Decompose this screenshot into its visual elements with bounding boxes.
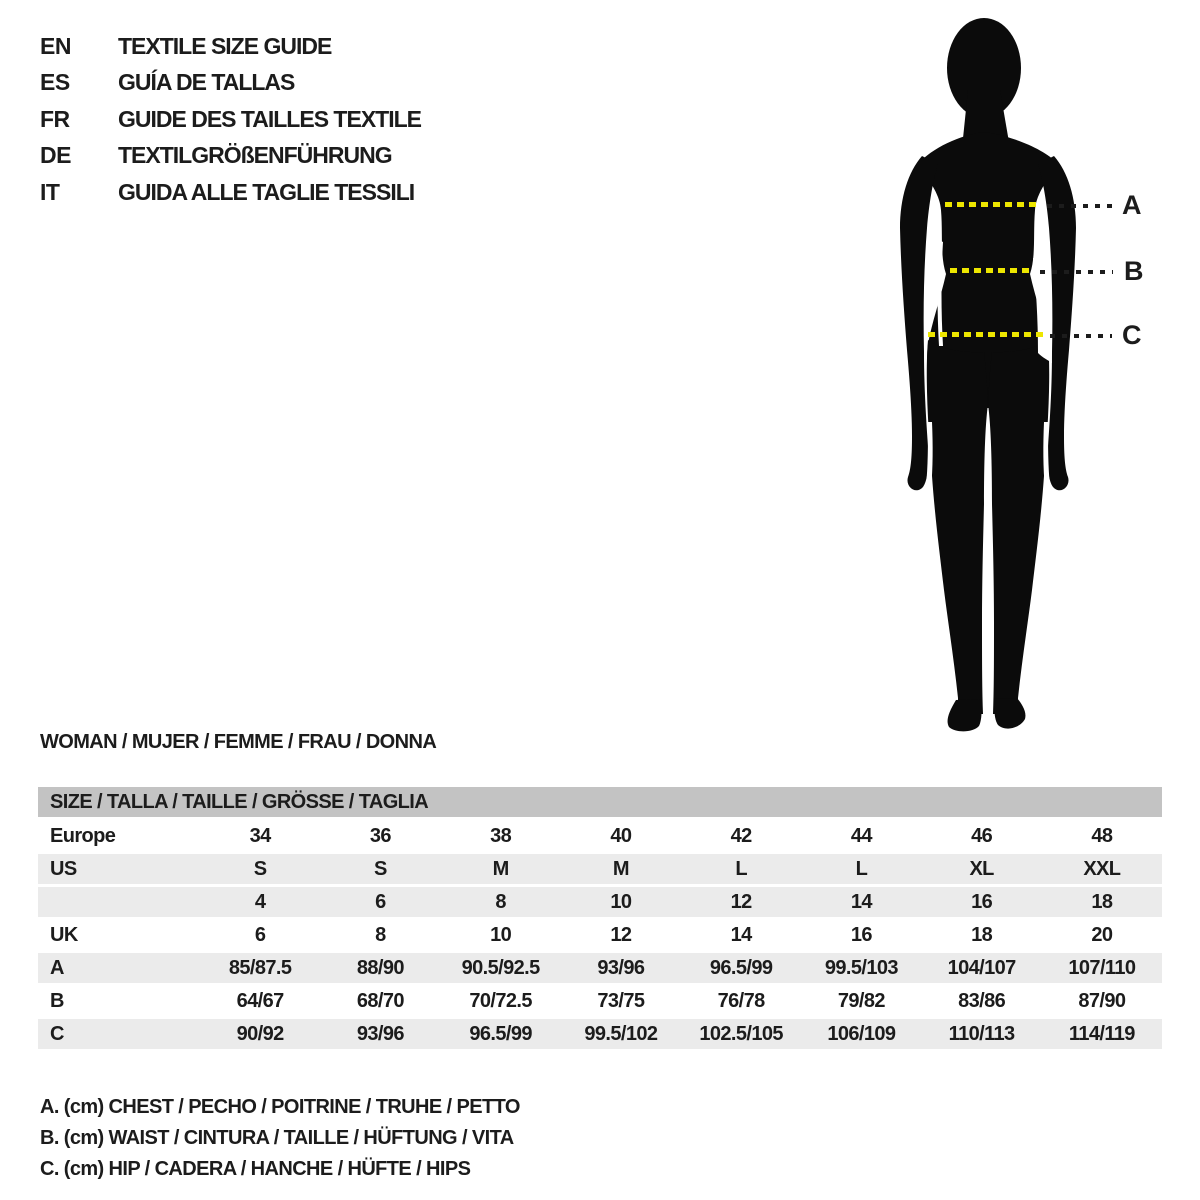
row-label: Europe — [50, 824, 116, 847]
size-cell: 36 — [369, 824, 391, 847]
size-cell: 90/92 — [236, 1022, 284, 1045]
size-cell: 96.5/99 — [709, 956, 773, 979]
marker-label-a: A — [1122, 190, 1142, 220]
language-row — [40, 65, 421, 102]
legend-item: C. (cm) HIP / CADERA / HANCHE / HÜFTE / HIPS — [40, 1158, 471, 1180]
size-cell: 64/67 — [236, 989, 284, 1012]
size-cell: 110/113 — [948, 1022, 1015, 1045]
size-cell: 88/90 — [356, 956, 404, 979]
woman-silhouette-figure — [880, 8, 1200, 748]
size-cell: 83/86 — [958, 989, 1006, 1012]
size-cell: 85/87.5 — [228, 956, 292, 979]
legend-item: B. (cm) WAIST / CINTURA / TAILLE / HÜFTUNG / VITA — [40, 1127, 514, 1149]
size-cell: 14 — [730, 923, 752, 946]
size-cell: 8 — [495, 890, 506, 913]
row-label: C — [50, 1022, 64, 1045]
size-cell: 93/96 — [597, 956, 645, 979]
size-cell: L — [855, 857, 868, 880]
language-row — [40, 138, 421, 175]
size-cell: 68/70 — [356, 989, 404, 1012]
size-cell: 20 — [1091, 923, 1113, 946]
size-cell: 107/110 — [1068, 956, 1136, 979]
size-cell: 70/72.5 — [469, 989, 532, 1012]
size-cell: M — [492, 857, 509, 880]
table-row — [38, 1019, 1162, 1052]
size-cell: 87/90 — [1078, 989, 1126, 1012]
size-cell: 12 — [730, 890, 752, 913]
size-cell: 104/107 — [947, 956, 1016, 979]
language-title: GUÍA DE TALLAS — [118, 69, 295, 96]
language-code: IT — [40, 178, 60, 205]
size-cell: 12 — [610, 923, 632, 946]
size-cell: 99.5/102 — [584, 1022, 658, 1045]
size-cell: 34 — [249, 824, 271, 847]
size-cell: 48 — [1091, 824, 1113, 847]
waist-measure-line — [950, 268, 1033, 273]
size-cell: 40 — [610, 824, 632, 847]
size-cell: 16 — [971, 890, 993, 913]
size-cell: XL — [969, 857, 994, 880]
language-code: ES — [40, 69, 70, 96]
size-cell: 6 — [375, 890, 386, 913]
language-title: GUIDA ALLE TAGLIE TESSILI — [118, 178, 415, 205]
language-code: DE — [40, 142, 71, 169]
size-cell: 8 — [375, 923, 386, 946]
size-cell: 76/78 — [717, 989, 765, 1012]
table-row — [38, 986, 1162, 1019]
language-title-list — [40, 28, 421, 211]
size-cell: 18 — [1091, 890, 1113, 913]
language-code: FR — [40, 105, 70, 132]
size-cell: L — [735, 857, 747, 880]
size-cell: 6 — [254, 923, 266, 946]
woman-silhouette-icon — [880, 8, 1096, 738]
row-label: UK — [50, 923, 78, 946]
size-cell: M — [612, 857, 629, 880]
size-cell: 99.5/103 — [824, 956, 898, 979]
size-cell: 10 — [610, 890, 632, 913]
row-label: A — [50, 956, 64, 979]
language-row — [40, 28, 421, 65]
size-cell: S — [374, 857, 387, 880]
row-label: B — [50, 989, 64, 1012]
size-cell: 102.5/105 — [699, 1022, 783, 1045]
size-cell: 96.5/99 — [469, 1022, 532, 1045]
legend-item: A. (cm) CHEST / PECHO / POITRINE / TRUHE / PETTO — [40, 1096, 520, 1118]
size-table-body — [38, 821, 1162, 1052]
table-row — [38, 887, 1162, 920]
size-cell: 4 — [254, 890, 266, 913]
size-cell: 46 — [971, 824, 993, 847]
row-label: US — [50, 857, 77, 880]
hip-pointer-line — [1050, 334, 1112, 338]
chest-pointer-line — [1047, 204, 1113, 208]
language-row — [40, 101, 421, 138]
language-title: TEXTILGRÖßENFÜHRUNG — [118, 142, 392, 169]
language-title: TEXTILE SIZE GUIDE — [118, 32, 332, 59]
language-title: GUIDE DES TAILLES TEXTILE — [118, 105, 421, 132]
marker-label-b: B — [1124, 256, 1144, 286]
size-cell: 114/119 — [1068, 1022, 1135, 1045]
size-cell: 73/75 — [597, 989, 645, 1012]
size-cell: 16 — [850, 923, 872, 946]
size-cell: 42 — [730, 824, 752, 847]
waist-pointer-line — [1040, 270, 1113, 274]
size-cell: 18 — [971, 923, 993, 946]
size-cell: 44 — [850, 824, 872, 847]
language-row — [40, 174, 421, 211]
size-table — [38, 787, 1162, 1052]
chest-measure-line — [945, 202, 1041, 207]
size-cell: 79/82 — [837, 989, 885, 1012]
table-row — [38, 953, 1162, 986]
language-code: EN — [40, 32, 71, 59]
size-cell: XXL — [1083, 857, 1121, 880]
table-row — [38, 854, 1162, 887]
table-row — [38, 920, 1162, 953]
marker-label-c: C — [1122, 320, 1142, 350]
size-table-header: SIZE / TALLA / TAILLE / GRÖSSE / TAGLIA — [38, 787, 1162, 817]
measurement-legend — [40, 1092, 520, 1185]
size-cell: 38 — [490, 824, 512, 847]
size-cell: S — [253, 857, 267, 880]
table-row — [38, 821, 1162, 854]
hip-measure-line — [928, 332, 1048, 337]
size-cell: 90.5/92.5 — [461, 956, 540, 979]
size-cell: 93/96 — [356, 1022, 404, 1045]
section-title: WOMAN / MUJER / FEMME / FRAU / DONNA — [40, 731, 437, 753]
size-cell: 14 — [850, 890, 872, 913]
size-cell: 106/109 — [827, 1022, 896, 1045]
size-cell: 10 — [490, 923, 512, 946]
